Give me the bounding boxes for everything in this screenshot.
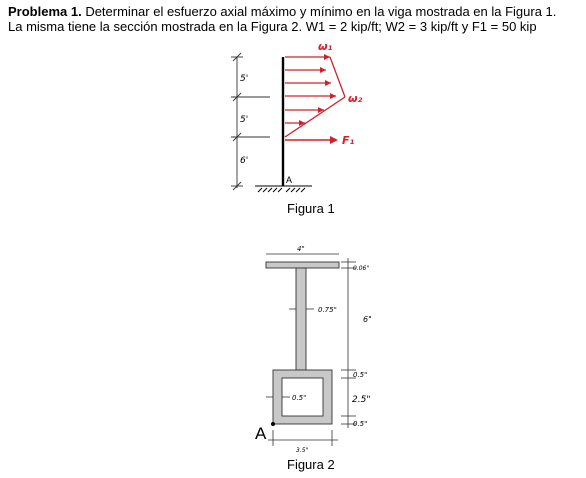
figure-2-caption: Figura 2 [287, 457, 335, 472]
fig2-box-width-label: 3.5" [296, 447, 309, 454]
problem-line1: Determinar el esfuerzo axial máximo y mínimo en la viga mostrada en la Figura 1. [81, 4, 557, 19]
fig2-box-inner-label: 2.5" [352, 395, 371, 405]
fig2-flange-width-label: 4" [297, 245, 305, 253]
fig1-point-load-arrowhead [330, 136, 338, 144]
fig2-web-thickness-label: 0.75" [318, 306, 337, 314]
fig1-dim-label-1: 5' [240, 74, 249, 84]
figure-1 [231, 40, 363, 192]
fig1-ground-support [255, 186, 312, 192]
fig2-box-wall-label: 0.5" [292, 394, 307, 402]
fig1-dim-label-2: 5' [240, 115, 249, 125]
figure-2 [255, 245, 372, 454]
fig2-web-height-label: 6" [363, 315, 372, 324]
fig2-flange-thickness-label: 0.06" [353, 265, 370, 272]
fig1-w2-label: ω₂ [348, 92, 363, 105]
problem-line2: La misma tiene la sección mostrada en la Figura 2. W1 = 2 kip/ft; W2 = 3 kip/ft y F1 = 50 kip [8, 19, 537, 34]
fig2-box-bottom-label: 0.5" [353, 420, 368, 428]
fig2-point-a-marker [271, 422, 275, 426]
problem-heading: Problema 1. [8, 4, 82, 19]
fig2-web [296, 268, 306, 370]
fig2-top-flange [266, 262, 339, 268]
figure-1-caption: Figura 1 [287, 201, 335, 216]
fig1-dim-label-3: 6' [240, 156, 249, 166]
fig2-box-top-label: 0.5" [353, 371, 368, 379]
fig1-support-label: A [286, 175, 293, 185]
fig1-w1-label: ω₁ [318, 40, 333, 53]
fig1-dimension-line [231, 53, 270, 190]
fig2-bottom-dimension-line [268, 430, 338, 446]
fig2-point-a-label: A [255, 424, 267, 443]
fig1-f1-label: F₁ [342, 134, 355, 147]
fig1-distributed-load [285, 57, 345, 137]
